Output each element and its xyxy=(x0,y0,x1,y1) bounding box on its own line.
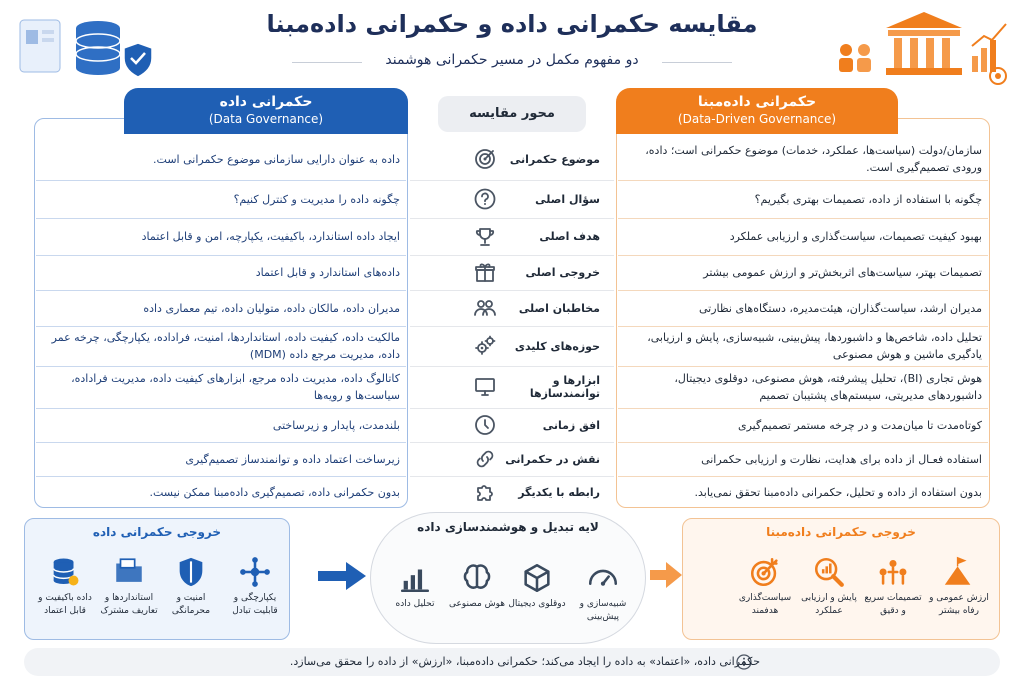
target-icon xyxy=(473,147,497,171)
monitor-icon xyxy=(473,375,497,399)
data-governance-cell: داده به عنوان دارایی سازمانی موضوع حکمرانی است. xyxy=(153,152,400,166)
mountain-flag-icon xyxy=(942,555,976,589)
data-governance-cell: بلندمدت، پایدار و زیرساختی xyxy=(272,418,400,432)
comparison-axis-row xyxy=(410,366,614,408)
item-icon-wrap xyxy=(384,558,446,598)
comparison-axis-label: خروجی اصلی xyxy=(525,266,600,279)
comparison-axis-label: موضوع حکمرانی xyxy=(509,152,600,166)
arrow-right-icon xyxy=(650,562,682,588)
output-item-label: استانداردها و تعاریف مشترک xyxy=(100,593,158,616)
comparison-axis-row xyxy=(410,290,614,326)
data-governance-title: حکمرانی داده xyxy=(219,94,313,110)
item-icon-wrap xyxy=(798,552,860,592)
institution-illustration xyxy=(826,6,1016,86)
output-item-label: هوش مصنوعی xyxy=(448,599,506,609)
users-icon xyxy=(473,296,497,320)
brain-icon xyxy=(460,561,494,595)
comparison-axis-label: ابزارها و توانمندسازها xyxy=(529,374,600,400)
axis-icon-wrap xyxy=(470,144,500,174)
puzzle-icon xyxy=(473,480,497,504)
comparison-axis-row xyxy=(410,408,614,442)
magnifier-chart-icon xyxy=(812,555,846,589)
data-driven-governance-cell: تحلیل داده، شاخص‌ها و داشبوردها، پیش‌بینی، شبیه‌سازی، پایش و ارزیابی، یادگیری ماشین و هوش مصنوعی xyxy=(647,331,982,361)
axis-icon-wrap xyxy=(470,258,500,288)
folder-icon xyxy=(112,555,146,589)
gauge-icon xyxy=(586,561,620,595)
data-governance-cell: مالکیت داده، کیفیت داده، استانداردها، امنیت، فراداده، یکپارچگی، چرخه عمر داده، مدیریت مرجع داده (MDM) xyxy=(51,331,400,361)
comparison-axis-row xyxy=(410,442,614,476)
item-icon-wrap xyxy=(98,552,160,592)
gift-icon xyxy=(473,261,497,285)
right-output-item xyxy=(928,552,990,618)
data-governance-header xyxy=(124,88,408,134)
left-output-item xyxy=(98,552,160,618)
item-icon-wrap xyxy=(34,552,96,592)
data-governance-output-title: خروجی حکمرانی داده xyxy=(92,525,222,539)
comparison-axis-row xyxy=(410,180,614,218)
comparison-axis-row xyxy=(410,326,614,366)
data-driven-governance-cell: تصمیمات بهتر، سیاست‌های اثربخش‌تر و ارزش عمومی بیشتر xyxy=(703,266,982,279)
cube-icon xyxy=(520,561,554,595)
comparison-axis-row xyxy=(410,218,614,255)
comparison-axis-label: نقش در حکمرانی xyxy=(505,452,600,466)
question-icon xyxy=(473,187,497,211)
item-icon-wrap xyxy=(446,558,508,598)
axis-icon-wrap xyxy=(470,293,500,323)
team-icon xyxy=(876,555,910,589)
comparison-axis-label: رابطه با یکدیگر xyxy=(518,485,600,499)
output-item-label: شبیه‌سازی و پیش‌بینی xyxy=(579,599,627,622)
data-driven-governance-output-title: خروجی حکمرانی داده‌مبنا xyxy=(766,525,916,539)
right-output-item xyxy=(734,552,796,618)
bar-chart-icon xyxy=(398,561,432,595)
footer-text: حکمرانی داده، «اعتماد» به داده را ایجاد می‌کند؛ حکمرانی داده‌مبنا، «ارزش» از داده را محقق می‌سازد. xyxy=(289,655,760,668)
middle-output-item xyxy=(572,558,634,624)
clock-icon xyxy=(473,413,497,437)
data-driven-governance-cell: هوش تجاری (BI)، تحلیل پیشرفته، هوش مصنوعی، دوقلوی دیجیتال، داشبوردهای مدیریتی، سیستم‌های پشتیبان تصمیم xyxy=(674,372,982,402)
data-driven-governance-header xyxy=(616,88,898,134)
comparison-axis-row xyxy=(410,476,614,508)
output-item-label: ارزش عمومی و رفاه بیشتر xyxy=(929,593,989,616)
comparison-axis-row xyxy=(410,255,614,290)
middle-output-item xyxy=(446,558,508,611)
left-output-item xyxy=(160,552,222,618)
middle-output-item xyxy=(506,558,568,611)
axis-icon-wrap xyxy=(470,222,500,252)
comparison-axis-label: مخاطبان اصلی xyxy=(518,301,600,315)
data-driven-governance-cell: مدیران ارشد، سیاست‌گذاران، هیئت‌مدیره، دستگاه‌های نظارتی xyxy=(698,301,982,315)
data-governance-cell: ایجاد داده استاندارد، باکیفیت، یکپارچه، امن و قابل اعتماد xyxy=(141,230,400,243)
item-icon-wrap xyxy=(572,558,634,598)
shield-icon xyxy=(174,555,208,589)
page-subtitle: دو مفهوم مکمل در مسیر حکمرانی هوشمند xyxy=(385,52,639,68)
data-driven-governance-cell: بهبود کیفیت تصمیمات، سیاست‌گذاری و ارزیابی عملکرد xyxy=(729,230,982,243)
axis-icon-wrap xyxy=(470,477,500,507)
link-icon xyxy=(473,447,497,471)
data-driven-governance-title: حکمرانی داده‌مبنا xyxy=(697,94,817,110)
comparison-axis-header: محور مقایسه xyxy=(438,96,586,132)
output-item-label: پایش و ارزیابی عملکرد xyxy=(801,593,857,616)
output-item-label: تصمیمات سریع و دقیق xyxy=(864,593,922,616)
data-governance-cell: کاتالوگ داده، مدیریت داده مرجع، ابزارهای کیفیت داده، مدیریت فراداده، سیاست‌ها و رویه‌ها xyxy=(71,372,400,402)
left-output-item xyxy=(224,552,286,618)
right-output-item xyxy=(862,552,924,618)
network-icon xyxy=(238,555,272,589)
data-governance-cell: بدون حکمرانی داده، تصمیم‌گیری داده‌مبنا ممکن نیست. xyxy=(149,485,400,499)
data-driven-governance-cell: چگونه با استفاده از داده، تصمیمات بهتری بگیریم؟ xyxy=(754,192,982,206)
axis-icon-wrap xyxy=(470,184,500,214)
left-output-item xyxy=(34,552,96,618)
data-driven-governance-cell: کوتاه‌مدت تا میان‌مدت و در چرخه مستمر تصمیم‌گیری xyxy=(737,418,982,432)
axis-icon-wrap xyxy=(470,410,500,440)
data-driven-governance-cell: استفاده فعـال از داده برای هدایت، نظارت و ارزیابی حکمرانی xyxy=(701,452,982,466)
gears-icon xyxy=(473,334,497,358)
data-driven-governance-cell: بدون استفاده از داده و تحلیل، حکمرانی داده‌مبنا تحقق نمی‌یابد. xyxy=(694,485,982,499)
output-item-label: دوقلوی دیجیتال xyxy=(508,599,566,609)
page-title: مقایسه حکمرانی داده و حکمرانی داده‌مبنا xyxy=(266,10,758,38)
data-governance-cell: مدیران داده، مالکان داده، متولیان داده، تیم معماری داده xyxy=(143,301,400,315)
comparison-axis-label: حوزه‌های کلیدی xyxy=(514,339,600,353)
output-item-label: امنیت و محرمانگی xyxy=(171,593,211,616)
item-icon-wrap xyxy=(734,552,796,592)
data-governance-cell: زیرساخت اعتماد داده و توانمندساز تصمیم‌گیری xyxy=(185,452,400,466)
comparison-axis-label: سؤال اصلی xyxy=(535,192,600,206)
subtitle-divider-right xyxy=(662,62,732,63)
item-icon-wrap xyxy=(862,552,924,592)
item-icon-wrap xyxy=(928,552,990,592)
data-governance-english: (Data Governance) xyxy=(208,112,324,126)
data-driven-governance-english: (Data-Driven Governance) xyxy=(677,112,837,126)
right-output-item xyxy=(798,552,860,618)
output-item-label: سیاست‌گذاری هدفمند xyxy=(738,593,792,616)
trophy-icon xyxy=(473,225,497,249)
data-governance-cell: داده‌های استاندارد و قابل اعتماد xyxy=(255,266,400,279)
database-shield-illustration xyxy=(14,8,154,84)
output-item-label: تحلیل داده xyxy=(395,599,435,609)
output-item-label: داده باکیفیت و قابل اعتماد xyxy=(38,593,92,616)
comparison-axis-row xyxy=(410,138,614,180)
dart-target-icon xyxy=(748,555,782,589)
data-governance-cell: چگونه داده را مدیریت و کنترل کنیم؟ xyxy=(233,192,400,206)
middle-output-item xyxy=(384,558,446,611)
axis-icon-wrap xyxy=(470,331,500,361)
output-item-label: یکپارچگی و قابلیت تبادل xyxy=(232,593,278,616)
data-driven-governance-cell: سازمان/دولت (سیاست‌ها، عملکرد، خدمات) موضوع حکمرانی است؛ داده، ورودی تصمیم‌گیری است. xyxy=(645,144,982,174)
item-icon-wrap xyxy=(506,558,568,598)
comparison-axis-label: افق زمانی xyxy=(542,418,600,432)
arrow-right-icon xyxy=(318,562,366,590)
data-transformation-layer-title: لایه تبدیل و هوشمندسازی داده xyxy=(417,520,599,534)
comparison-axis-label: هدف اصلی xyxy=(539,230,600,243)
axis-icon-wrap xyxy=(470,372,500,402)
database-icon xyxy=(48,555,82,589)
item-icon-wrap xyxy=(160,552,222,592)
axis-icon-wrap xyxy=(470,444,500,474)
item-icon-wrap xyxy=(224,552,286,592)
